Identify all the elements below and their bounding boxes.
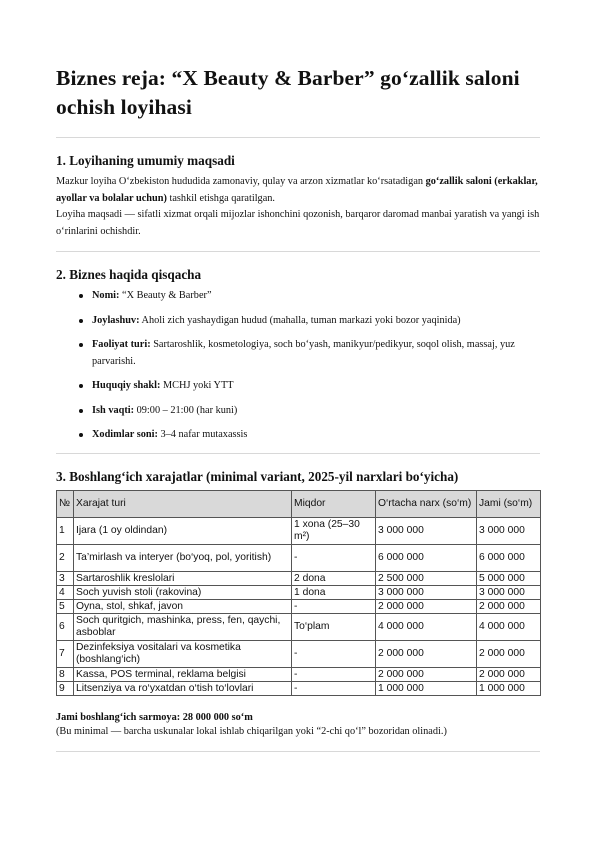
cell-expense-type: Soch yuvish stoli (rakovina) [74, 586, 292, 600]
list-item [56, 378, 540, 395]
table-row [57, 545, 541, 572]
cell-expense-type: Sartaroshlik kreslolari [74, 572, 292, 586]
list-item [56, 427, 540, 444]
cell-quantity: - [292, 682, 376, 696]
list-item-value: Sartaroshlik, kosmetologiya, soch bo‘yash, manikyur/pedikyur, soqol olish, massaj, yuz parvarishi. [92, 339, 515, 367]
section-1-paragraph-2: Loyiha maqsadi — sifatli xizmat orqali mijozlar ishonchini qozonish, barqaror daromad manbai yaratish va yangi ish o‘rinlarini ochishdir. [56, 209, 540, 237]
section-1-paragraph-1 [56, 174, 540, 207]
list-item-value: 09:00 – 21:00 (har kuni) [134, 404, 238, 416]
bullet-icon [79, 343, 83, 347]
cell-average-price: 6 000 000 [376, 545, 477, 572]
total-investment-text: Jami boshlang‘ich sarmoya: 28 000 000 so‘m [56, 712, 253, 723]
column-header-average-price: O‘rtacha narx (so‘m) [376, 491, 477, 518]
cell-number: 7 [57, 641, 74, 668]
cell-total: 2 000 000 [477, 668, 541, 682]
section-2-heading: 2. Biznes haqida qisqacha [56, 267, 202, 282]
list-item-value: Aholi zich yashaydigan hudud (mahalla, tuman markazi yoki bozor yaqinida) [139, 314, 461, 326]
list-item-value: 3–4 nafar mutaxassis [157, 429, 248, 440]
cell-quantity: 2 dona [292, 572, 376, 586]
table-row [57, 641, 541, 668]
cell-number: 3 [57, 572, 74, 586]
expenses-table [56, 490, 541, 696]
cell-expense-type: Ta’mirlash va interyer (bo‘yoq, pol, yoritish) [74, 545, 292, 572]
cell-expense-type: Litsenziya va ro‘yxatdan o‘tish to‘lovlari [74, 682, 292, 696]
table-row [57, 518, 541, 545]
cell-number: 1 [57, 518, 74, 545]
bullet-icon [79, 294, 83, 298]
divider [56, 751, 540, 752]
divider [56, 137, 540, 138]
cell-expense-type: Kassa, POS terminal, reklama belgisi [74, 668, 292, 682]
cell-total: 2 000 000 [477, 600, 541, 614]
list-item-label: Xodimlar soni: [92, 429, 158, 440]
column-header-number: № [57, 491, 74, 518]
cell-total: 2 000 000 [477, 641, 541, 668]
cell-average-price: 2 500 000 [376, 572, 477, 586]
cell-average-price: 2 000 000 [376, 668, 477, 682]
section-3-heading: 3. Boshlang‘ich xarajatlar (minimal variant, 2025-yil narxlari bo‘yicha) [56, 469, 459, 484]
cell-quantity: 1 xona (25–30 m²) [292, 518, 376, 545]
cell-quantity: To‘plam [292, 614, 376, 641]
total-investment [56, 711, 540, 726]
note-text: (Bu minimal — barcha uskunalar lokal ishlab chiqarilgan yoki “2-chi qo‘l” bozoridan olinadi.) [56, 726, 447, 737]
bullet-icon [79, 384, 83, 388]
divider [56, 251, 540, 252]
list-item-value: “X Beauty & Barber” [119, 290, 212, 301]
list-item [56, 313, 540, 330]
table-row [57, 682, 541, 696]
cell-number: 6 [57, 614, 74, 641]
cell-average-price: 2 000 000 [376, 600, 477, 614]
cell-quantity: - [292, 545, 376, 572]
cell-number: 2 [57, 545, 74, 572]
cell-total: 5 000 000 [477, 572, 541, 586]
list-item [56, 337, 540, 370]
cell-quantity: 1 dona [292, 586, 376, 600]
cell-number: 8 [57, 668, 74, 682]
cell-average-price: 3 000 000 [376, 586, 477, 600]
column-header-expense-type: Xarajat turi [74, 491, 292, 518]
cell-total: 3 000 000 [477, 518, 541, 545]
business-summary-list [56, 288, 540, 452]
column-header-total: Jami (so‘m) [477, 491, 541, 518]
cell-total: 3 000 000 [477, 586, 541, 600]
table-row [57, 572, 541, 586]
cell-expense-type: Oyna, stol, shkaf, javon [74, 600, 292, 614]
table-header-row [57, 491, 541, 518]
cell-total: 6 000 000 [477, 545, 541, 572]
section-1-heading: 1. Loyihaning umumiy maqsadi [56, 153, 235, 168]
cell-number: 4 [57, 586, 74, 600]
table-row [57, 668, 541, 682]
table-row [57, 586, 541, 600]
cell-number: 5 [57, 600, 74, 614]
paragraph-text: tashkil etishga qaratilgan. [166, 192, 275, 204]
list-item [56, 403, 540, 420]
cell-expense-type: Soch quritgich, mashinka, press, fen, qaychi, asboblar [74, 614, 292, 641]
list-item-label: Huquqiy shakl: [92, 380, 161, 391]
document-title: Biznes reja: “X Beauty & Barber” go‘zallik saloni ochish loyihasi [56, 66, 520, 119]
list-item-label: Faoliyat turi: [92, 339, 151, 350]
list-item [56, 288, 540, 305]
cell-average-price: 2 000 000 [376, 641, 477, 668]
list-item-label: Ish vaqti: [92, 404, 135, 416]
list-item-value: MCHJ yoki YTT [160, 380, 234, 391]
table-row [57, 614, 541, 641]
cell-average-price: 4 000 000 [376, 614, 477, 641]
bullet-icon [79, 409, 83, 413]
cell-quantity: - [292, 641, 376, 668]
cell-expense-type: Ijara (1 oy oldindan) [74, 518, 292, 545]
cell-quantity: - [292, 600, 376, 614]
cell-expense-type: Dezinfeksiya vositalari va kosmetika (boshlang‘ich) [74, 641, 292, 668]
paragraph-bold-text: go‘zallik saloni (erkaklar, ayollar va bolalar uchun) [56, 176, 538, 204]
cell-average-price: 1 000 000 [376, 682, 477, 696]
cell-quantity: - [292, 668, 376, 682]
bullet-icon [79, 433, 83, 437]
list-item-label: Joylashuv: [92, 314, 140, 326]
divider [56, 453, 540, 454]
cell-total: 1 000 000 [477, 682, 541, 696]
cell-number: 9 [57, 682, 74, 696]
bullet-icon [79, 319, 83, 323]
cell-average-price: 3 000 000 [376, 518, 477, 545]
cell-total: 4 000 000 [477, 614, 541, 641]
table-row [57, 600, 541, 614]
list-item-label: Nomi: [92, 290, 120, 301]
column-header-quantity: Miqdor [292, 491, 376, 518]
paragraph-text: Mazkur loyiha O‘zbekiston hududida zamonaviy, qulay va arzon xizmatlar ko‘rsatadigan [56, 176, 426, 187]
